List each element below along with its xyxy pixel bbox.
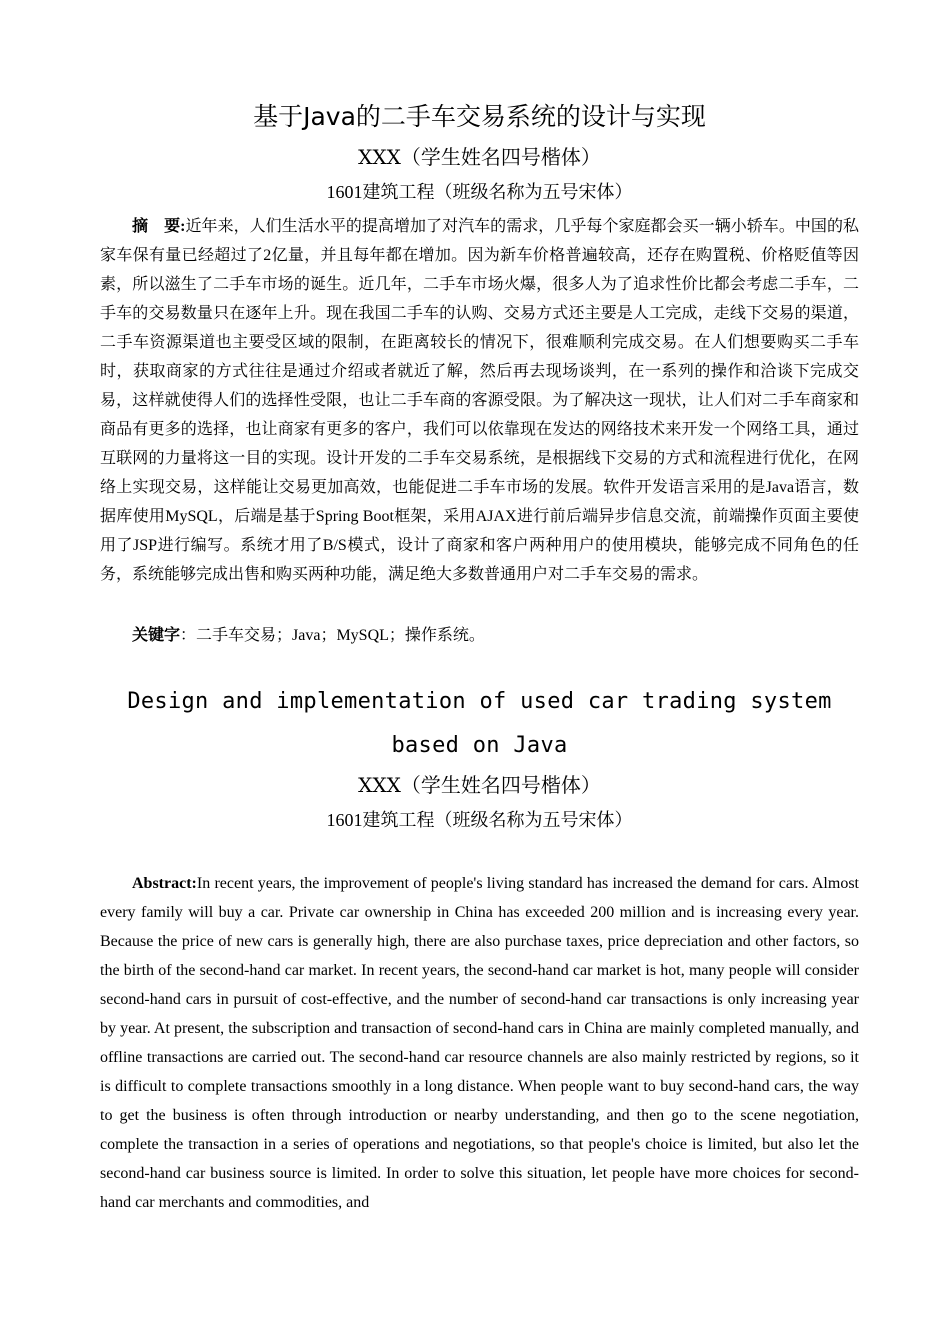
- chinese-title: 基于Java的二手车交易系统的设计与实现: [253, 102, 706, 131]
- chinese-author: XXX（学生姓名四号楷体）: [358, 145, 601, 169]
- chinese-keywords: [100, 621, 859, 650]
- chinese-abstract: [100, 212, 859, 589]
- chinese-abstract-label: 摘 要:: [132, 218, 186, 235]
- chinese-class: 1601建筑工程（班级名称为五号宋体）: [326, 182, 633, 202]
- english-abstract-text: In recent years, the improvement of people's living standard has increased the demand for cars. Almost every family will buy a car. Private car ownership in China has exceeded 200 million and is increasing every year. Because the price of new cars is generally high, there are also purchase taxes, price depreciation and other factors, so the birth of the second-hand car market. In recent years, the second-hand car market is hot, many people will consider second-hand cars in pursuit of cost-effective, and the number of second-hand car transactions is only increasing year by year. At present, the subscription and transaction of second-hand cars in China are mainly completed manually, and offline transactions are carried out. The second-hand car resource channels are also mainly restricted by regions, so it is difficult to complete transactions smoothly in a long distance. When people want to buy second-hand cars, the way to get the business is often through introduction or nearby understanding, and then go to the scene negotiation, complete the transaction in a series of operations and negotiations, so that people's choice is limited, but also let the second-hand car business source is limited. In order to solve this situation, let people have more choices for second-hand car merchants and commodities, and: [100, 875, 859, 1211]
- chinese-abstract-text: 近年来，人们生活水平的提高增加了对汽车的需求，几乎每个家庭都会买一辆小轿车。中国的私家车保有量已经超过了2亿量，并且每年都在增加。因为新车价格普遍较高，还存在购置税、价格贬值等因素，所以滋生了二手车市场的诞生。近几年，二手车市场火爆，很多人为了追求性价比都会考虑二手车，二手车的交易数量只在逐年上升。现在我国二手车的认购、交易方式还主要是人工完成，走线下交易的渠道，二手车资源渠道也主要受区域的限制，在距离较长的情况下，很难顺利完成交易。在人们想要购买二手车时，获取商家的方式往往是通过介绍或者就近了解，然后再去现场谈判，在一系列的操作和洽谈下完成交易，这样就使得人们的选择性受限，也让二手车商的客源受限。为了解决这一现状，让人们对二手车商家和商品有更多的选择，也让商家有更多的客户，我们可以依靠现在发达的网络技术来开发一个网络工具，通过互联网的力量将这一目的实现。设计开发的二手车交易系统，是根据线下交易的方式和流程进行优化，在网络上实现交易，这样能让交易更加高效，也能促进二手车市场的发展。软件开发语言采用的是Java语言，数据库使用MySQL，后端是基于Spring Boot框架，采用AJAX进行前后端异步信息交流，前端操作页面主要使用了JSP进行编写。系统才用了B/S模式，设计了商家和客户两种用户的使用模块，能够完成不同角色的任务，系统能够完成出售和购买两种功能，满足绝大多数普通用户对二手车交易的需求。: [100, 218, 859, 583]
- english-abstract-label: Abstract:: [132, 875, 197, 892]
- english-abstract: [100, 869, 859, 1217]
- english-title: Design and implementation of used car trading system based on Java: [127, 689, 832, 758]
- english-class: 1601建筑工程（班级名称为五号宋体）: [326, 810, 633, 830]
- chinese-keywords-label: 关键字: [132, 627, 181, 644]
- english-author: XXX（学生姓名四号楷体）: [358, 773, 601, 797]
- chinese-keywords-text: ：二手车交易；Java；MySQL；操作系统。: [180, 627, 485, 644]
